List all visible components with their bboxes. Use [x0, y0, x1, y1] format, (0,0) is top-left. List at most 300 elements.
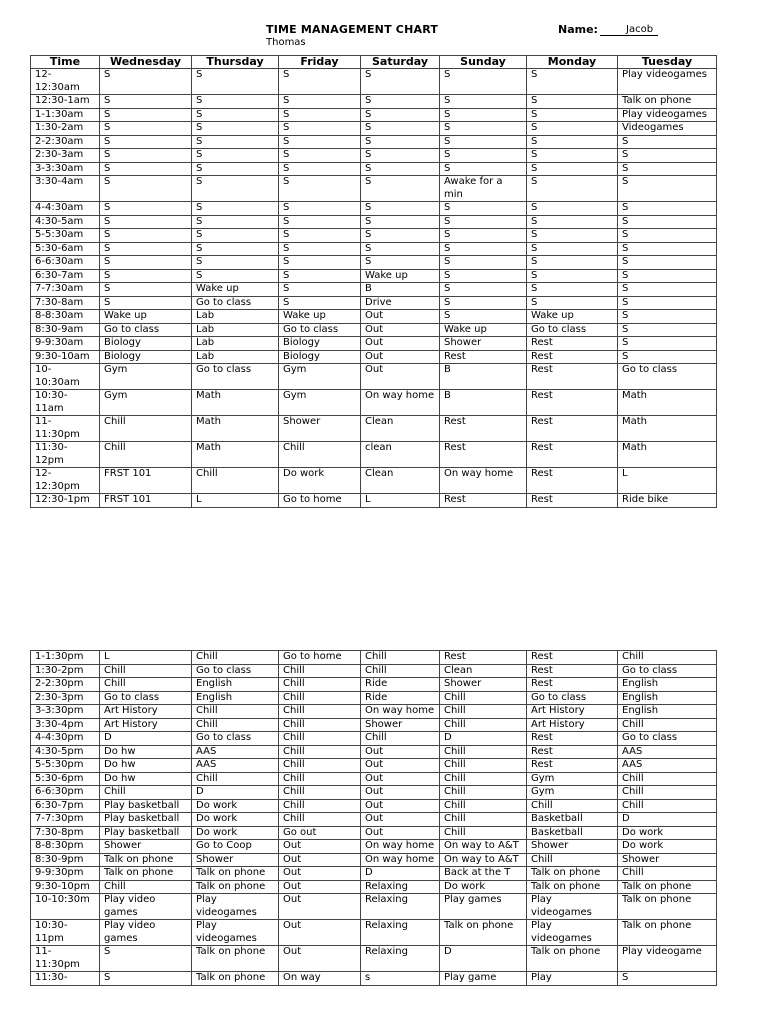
- sunday-cell: S: [440, 108, 527, 122]
- table-row: [31, 494, 717, 508]
- sunday-cell: S: [440, 256, 527, 270]
- saturday-cell: Out: [361, 310, 440, 324]
- sunday-cell: S: [440, 242, 527, 256]
- wednesday-cell: Go to class: [100, 691, 192, 705]
- time-cell: 5-5:30pm: [31, 759, 100, 773]
- table-row: [31, 813, 717, 827]
- friday-cell: Chill: [279, 718, 361, 732]
- monday-cell: Rest: [527, 732, 618, 746]
- monday-cell: S: [527, 229, 618, 243]
- friday-cell: S: [279, 296, 361, 310]
- thursday-cell: Lab: [192, 323, 279, 337]
- tuesday-cell: Play videogames: [618, 69, 717, 95]
- tuesday-cell: D: [618, 813, 717, 827]
- sunday-cell: Chill: [440, 786, 527, 800]
- time-cell: 2-2:30am: [31, 135, 100, 149]
- tuesday-cell: S: [618, 242, 717, 256]
- monday-cell: Rest: [527, 745, 618, 759]
- friday-cell: S: [279, 122, 361, 136]
- tuesday-cell: Chill: [618, 867, 717, 881]
- table-row: [31, 310, 717, 324]
- time-cell: 4-4:30pm: [31, 732, 100, 746]
- sunday-cell: S: [440, 95, 527, 109]
- table-row: [31, 149, 717, 163]
- friday-cell: S: [279, 215, 361, 229]
- thursday-cell: English: [192, 678, 279, 692]
- thursday-cell: Wake up: [192, 283, 279, 297]
- wednesday-cell: Chill: [100, 416, 192, 442]
- tuesday-cell: English: [618, 678, 717, 692]
- tuesday-cell: English: [618, 705, 717, 719]
- table-row: [31, 242, 717, 256]
- thursday-cell: English: [192, 691, 279, 705]
- tuesday-cell: S: [618, 310, 717, 324]
- saturday-cell: Drive: [361, 296, 440, 310]
- time-cell: 7:30-8am: [31, 296, 100, 310]
- saturday-cell: Out: [361, 350, 440, 364]
- wednesday-cell: Art History: [100, 718, 192, 732]
- tuesday-cell: Go to class: [618, 664, 717, 678]
- friday-cell: Go to home: [279, 494, 361, 508]
- monday-cell: Basketball: [527, 826, 618, 840]
- table-row: [31, 390, 717, 416]
- time-cell: 12:30-1am: [31, 95, 100, 109]
- time-cell: 3-3:30pm: [31, 705, 100, 719]
- wednesday-cell: Chill: [100, 880, 192, 894]
- schedule-table-bottom: [30, 650, 717, 986]
- table-row: [31, 256, 717, 270]
- table-row: [31, 95, 717, 109]
- monday-cell: S: [527, 283, 618, 297]
- name-overflow-text: Thomas: [266, 37, 306, 46]
- wednesday-cell: Do hw: [100, 745, 192, 759]
- tuesday-cell: Ride bike: [618, 494, 717, 508]
- thursday-cell: Do work: [192, 826, 279, 840]
- column-header-friday: Friday: [279, 56, 361, 69]
- saturday-cell: S: [361, 256, 440, 270]
- friday-cell: Chill: [279, 732, 361, 746]
- time-cell: 11:30-12pm: [31, 442, 100, 468]
- time-cell: 2:30-3pm: [31, 691, 100, 705]
- sunday-cell: On way to A&T: [440, 840, 527, 854]
- sunday-cell: Chill: [440, 759, 527, 773]
- sunday-cell: Rest: [440, 442, 527, 468]
- monday-cell: Rest: [527, 364, 618, 390]
- column-header-saturday: Saturday: [361, 56, 440, 69]
- time-cell: 6-6:30am: [31, 256, 100, 270]
- column-header-wednesday: Wednesday: [100, 56, 192, 69]
- table-row: [31, 732, 717, 746]
- saturday-cell: Relaxing: [361, 920, 440, 946]
- saturday-cell: Out: [361, 786, 440, 800]
- sunday-cell: Play games: [440, 894, 527, 920]
- tuesday-cell: Go to class: [618, 364, 717, 390]
- saturday-cell: Clean: [361, 416, 440, 442]
- sunday-cell: On way to A&T: [440, 853, 527, 867]
- column-header-monday: Monday: [527, 56, 618, 69]
- table-row: [31, 894, 717, 920]
- time-cell: 9:30-10pm: [31, 880, 100, 894]
- sunday-cell: Back at the T: [440, 867, 527, 881]
- table-row: [31, 350, 717, 364]
- sunday-cell: Shower: [440, 678, 527, 692]
- wednesday-cell: Gym: [100, 364, 192, 390]
- sunday-cell: Talk on phone: [440, 920, 527, 946]
- saturday-cell: Chill: [361, 664, 440, 678]
- sunday-cell: S: [440, 269, 527, 283]
- tuesday-cell: English: [618, 691, 717, 705]
- tuesday-cell: Chill: [618, 786, 717, 800]
- monday-cell: Go to class: [527, 323, 618, 337]
- tuesday-cell: Talk on phone: [618, 95, 717, 109]
- wednesday-cell: S: [100, 256, 192, 270]
- friday-cell: Go out: [279, 826, 361, 840]
- sunday-cell: Chill: [440, 718, 527, 732]
- tuesday-cell: Chill: [618, 651, 717, 665]
- monday-cell: Rest: [527, 442, 618, 468]
- sunday-cell: S: [440, 149, 527, 163]
- wednesday-cell: S: [100, 108, 192, 122]
- monday-cell: Rest: [527, 651, 618, 665]
- thursday-cell: S: [192, 149, 279, 163]
- table-row: [31, 323, 717, 337]
- page-header: [0, 0, 768, 56]
- friday-cell: Out: [279, 946, 361, 972]
- schedule-body-bottom: [31, 651, 717, 986]
- thursday-cell: Chill: [192, 468, 279, 494]
- tuesday-cell: S: [618, 215, 717, 229]
- wednesday-cell: Chill: [100, 786, 192, 800]
- friday-cell: S: [279, 149, 361, 163]
- monday-cell: Art History: [527, 705, 618, 719]
- time-cell: 6-6:30pm: [31, 786, 100, 800]
- name-label: Name:: [558, 23, 598, 36]
- monday-cell: Gym: [527, 786, 618, 800]
- table-row: [31, 946, 717, 972]
- time-cell: 8-8:30pm: [31, 840, 100, 854]
- wednesday-cell: S: [100, 149, 192, 163]
- sunday-cell: S: [440, 229, 527, 243]
- time-cell: 11-11:30pm: [31, 416, 100, 442]
- tuesday-cell: Chill: [618, 772, 717, 786]
- time-cell: 11-11:30pm: [31, 946, 100, 972]
- tuesday-cell: S: [618, 323, 717, 337]
- tuesday-cell: Talk on phone: [618, 920, 717, 946]
- thursday-cell: Shower: [192, 853, 279, 867]
- tuesday-cell: S: [618, 176, 717, 202]
- wednesday-cell: S: [100, 215, 192, 229]
- time-cell: 5-5:30am: [31, 229, 100, 243]
- sunday-cell: Shower: [440, 337, 527, 351]
- thursday-cell: S: [192, 242, 279, 256]
- monday-cell: Talk on phone: [527, 867, 618, 881]
- friday-cell: Chill: [279, 813, 361, 827]
- monday-cell: Rest: [527, 416, 618, 442]
- thursday-cell: Lab: [192, 350, 279, 364]
- wednesday-cell: Play basketball: [100, 826, 192, 840]
- thursday-cell: Math: [192, 390, 279, 416]
- sunday-cell: B: [440, 390, 527, 416]
- saturday-cell: Shower: [361, 718, 440, 732]
- thursday-cell: S: [192, 122, 279, 136]
- friday-cell: Gym: [279, 390, 361, 416]
- sunday-cell: Play game: [440, 972, 527, 986]
- table-row: [31, 135, 717, 149]
- saturday-cell: S: [361, 162, 440, 176]
- wednesday-cell: S: [100, 229, 192, 243]
- monday-cell: Chill: [527, 799, 618, 813]
- sunday-cell: S: [440, 122, 527, 136]
- saturday-cell: Out: [361, 364, 440, 390]
- wednesday-cell: Play video games: [100, 894, 192, 920]
- monday-cell: S: [527, 215, 618, 229]
- table-row: [31, 678, 717, 692]
- monday-cell: Gym: [527, 772, 618, 786]
- time-cell: 1-1:30am: [31, 108, 100, 122]
- time-cell: 3:30-4pm: [31, 718, 100, 732]
- time-cell: 7-7:30pm: [31, 813, 100, 827]
- friday-cell: Chill: [279, 772, 361, 786]
- tuesday-cell: Play videogame: [618, 946, 717, 972]
- monday-cell: S: [527, 135, 618, 149]
- table-row: [31, 799, 717, 813]
- tuesday-cell: S: [618, 337, 717, 351]
- saturday-cell: Wake up: [361, 269, 440, 283]
- tuesday-cell: S: [618, 283, 717, 297]
- thursday-cell: Do work: [192, 799, 279, 813]
- thursday-cell: Talk on phone: [192, 946, 279, 972]
- table-row: [31, 176, 717, 202]
- monday-cell: Rest: [527, 468, 618, 494]
- wednesday-cell: S: [100, 296, 192, 310]
- thursday-cell: AAS: [192, 759, 279, 773]
- table-row: [31, 296, 717, 310]
- monday-cell: Rest: [527, 494, 618, 508]
- table-row: [31, 162, 717, 176]
- friday-cell: Chill: [279, 678, 361, 692]
- monday-cell: S: [527, 242, 618, 256]
- wednesday-cell: FRST 101: [100, 468, 192, 494]
- sunday-cell: D: [440, 732, 527, 746]
- friday-cell: S: [279, 176, 361, 202]
- thursday-cell: Chill: [192, 651, 279, 665]
- table-row: [31, 718, 717, 732]
- time-cell: 4-4:30am: [31, 202, 100, 216]
- saturday-cell: S: [361, 95, 440, 109]
- thursday-cell: S: [192, 215, 279, 229]
- friday-cell: Go to home: [279, 651, 361, 665]
- friday-cell: Chill: [279, 799, 361, 813]
- name-value: Jacob: [600, 24, 658, 36]
- saturday-cell: On way home: [361, 390, 440, 416]
- monday-cell: S: [527, 95, 618, 109]
- table-row: [31, 651, 717, 665]
- saturday-cell: clean: [361, 442, 440, 468]
- thursday-cell: Lab: [192, 337, 279, 351]
- tuesday-cell: S: [618, 972, 717, 986]
- thursday-cell: Lab: [192, 310, 279, 324]
- thursday-cell: Go to class: [192, 732, 279, 746]
- sunday-cell: Rest: [440, 651, 527, 665]
- time-cell: 11:30-: [31, 972, 100, 986]
- sunday-cell: S: [440, 69, 527, 95]
- thursday-cell: S: [192, 108, 279, 122]
- tuesday-cell: AAS: [618, 745, 717, 759]
- sunday-cell: Chill: [440, 691, 527, 705]
- table-row: [31, 867, 717, 881]
- saturday-cell: B: [361, 283, 440, 297]
- wednesday-cell: S: [100, 135, 192, 149]
- thursday-cell: Go to class: [192, 664, 279, 678]
- saturday-cell: s: [361, 972, 440, 986]
- wednesday-cell: Talk on phone: [100, 867, 192, 881]
- sunday-cell: S: [440, 296, 527, 310]
- wednesday-cell: FRST 101: [100, 494, 192, 508]
- table-row: [31, 840, 717, 854]
- saturday-cell: Relaxing: [361, 894, 440, 920]
- table-row: [31, 691, 717, 705]
- table-row: [31, 853, 717, 867]
- table-row: [31, 772, 717, 786]
- saturday-cell: S: [361, 135, 440, 149]
- saturday-cell: Ride: [361, 691, 440, 705]
- sunday-cell: S: [440, 283, 527, 297]
- monday-cell: Rest: [527, 664, 618, 678]
- monday-cell: Rest: [527, 678, 618, 692]
- monday-cell: Rest: [527, 759, 618, 773]
- time-cell: 2:30-3am: [31, 149, 100, 163]
- thursday-cell: D: [192, 786, 279, 800]
- table-row: [31, 826, 717, 840]
- monday-cell: Rest: [527, 390, 618, 416]
- tuesday-cell: Talk on phone: [618, 880, 717, 894]
- table-row: [31, 972, 717, 986]
- thursday-cell: Do work: [192, 813, 279, 827]
- saturday-cell: Out: [361, 337, 440, 351]
- monday-cell: Rest: [527, 350, 618, 364]
- thursday-cell: S: [192, 176, 279, 202]
- time-cell: 8:30-9am: [31, 323, 100, 337]
- saturday-cell: Ride: [361, 678, 440, 692]
- time-cell: 1:30-2am: [31, 122, 100, 136]
- saturday-cell: Out: [361, 826, 440, 840]
- friday-cell: S: [279, 135, 361, 149]
- monday-cell: Wake up: [527, 310, 618, 324]
- time-cell: 9:30-10am: [31, 350, 100, 364]
- friday-cell: Biology: [279, 337, 361, 351]
- time-cell: 2-2:30pm: [31, 678, 100, 692]
- wednesday-cell: S: [100, 122, 192, 136]
- wednesday-cell: S: [100, 946, 192, 972]
- wednesday-cell: L: [100, 651, 192, 665]
- saturday-cell: Out: [361, 799, 440, 813]
- tuesday-cell: S: [618, 202, 717, 216]
- column-header-sunday: Sunday: [440, 56, 527, 69]
- monday-cell: S: [527, 149, 618, 163]
- table-row: [31, 468, 717, 494]
- wednesday-cell: S: [100, 269, 192, 283]
- table-row: [31, 283, 717, 297]
- time-cell: 10:30-11pm: [31, 920, 100, 946]
- wednesday-cell: Art History: [100, 705, 192, 719]
- saturday-cell: Out: [361, 745, 440, 759]
- friday-cell: Chill: [279, 442, 361, 468]
- time-cell: 10:30-11am: [31, 390, 100, 416]
- monday-cell: S: [527, 108, 618, 122]
- wednesday-cell: S: [100, 283, 192, 297]
- sunday-cell: S: [440, 202, 527, 216]
- wednesday-cell: S: [100, 202, 192, 216]
- friday-cell: Gym: [279, 364, 361, 390]
- time-cell: 3:30-4am: [31, 176, 100, 202]
- monday-cell: S: [527, 122, 618, 136]
- thursday-cell: L: [192, 494, 279, 508]
- thursday-cell: Talk on phone: [192, 880, 279, 894]
- table-row: [31, 442, 717, 468]
- saturday-cell: Clean: [361, 468, 440, 494]
- tuesday-cell: S: [618, 135, 717, 149]
- friday-cell: S: [279, 229, 361, 243]
- monday-cell: Shower: [527, 840, 618, 854]
- column-header-time: Time: [31, 56, 100, 69]
- thursday-cell: S: [192, 162, 279, 176]
- table-row: [31, 759, 717, 773]
- tuesday-cell: Math: [618, 390, 717, 416]
- friday-cell: S: [279, 283, 361, 297]
- tuesday-cell: S: [618, 162, 717, 176]
- wednesday-cell: Go to class: [100, 323, 192, 337]
- friday-cell: Go to class: [279, 323, 361, 337]
- header-row: [31, 56, 717, 69]
- sunday-cell: On way home: [440, 468, 527, 494]
- friday-cell: Chill: [279, 691, 361, 705]
- wednesday-cell: Chill: [100, 664, 192, 678]
- column-header-thursday: Thursday: [192, 56, 279, 69]
- schedule-table-top: [30, 55, 717, 508]
- monday-cell: S: [527, 176, 618, 202]
- table-row: [31, 215, 717, 229]
- thursday-cell: Chill: [192, 705, 279, 719]
- friday-cell: Chill: [279, 664, 361, 678]
- friday-cell: Biology: [279, 350, 361, 364]
- wednesday-cell: Play basketball: [100, 799, 192, 813]
- saturday-cell: S: [361, 202, 440, 216]
- tuesday-cell: Math: [618, 416, 717, 442]
- thursday-cell: Chill: [192, 718, 279, 732]
- thursday-cell: S: [192, 95, 279, 109]
- tuesday-cell: Math: [618, 442, 717, 468]
- sunday-cell: Chill: [440, 813, 527, 827]
- thursday-cell: Math: [192, 416, 279, 442]
- table-row: [31, 337, 717, 351]
- table-row: [31, 745, 717, 759]
- table-row: [31, 786, 717, 800]
- saturday-cell: Out: [361, 813, 440, 827]
- sunday-cell: Rest: [440, 416, 527, 442]
- table-row: [31, 122, 717, 136]
- sunday-cell: Chill: [440, 799, 527, 813]
- friday-cell: S: [279, 242, 361, 256]
- thursday-cell: S: [192, 256, 279, 270]
- monday-cell: S: [527, 269, 618, 283]
- friday-cell: Chill: [279, 705, 361, 719]
- tuesday-cell: Shower: [618, 853, 717, 867]
- tuesday-cell: AAS: [618, 759, 717, 773]
- monday-cell: S: [527, 202, 618, 216]
- saturday-cell: On way home: [361, 853, 440, 867]
- saturday-cell: S: [361, 242, 440, 256]
- monday-cell: S: [527, 256, 618, 270]
